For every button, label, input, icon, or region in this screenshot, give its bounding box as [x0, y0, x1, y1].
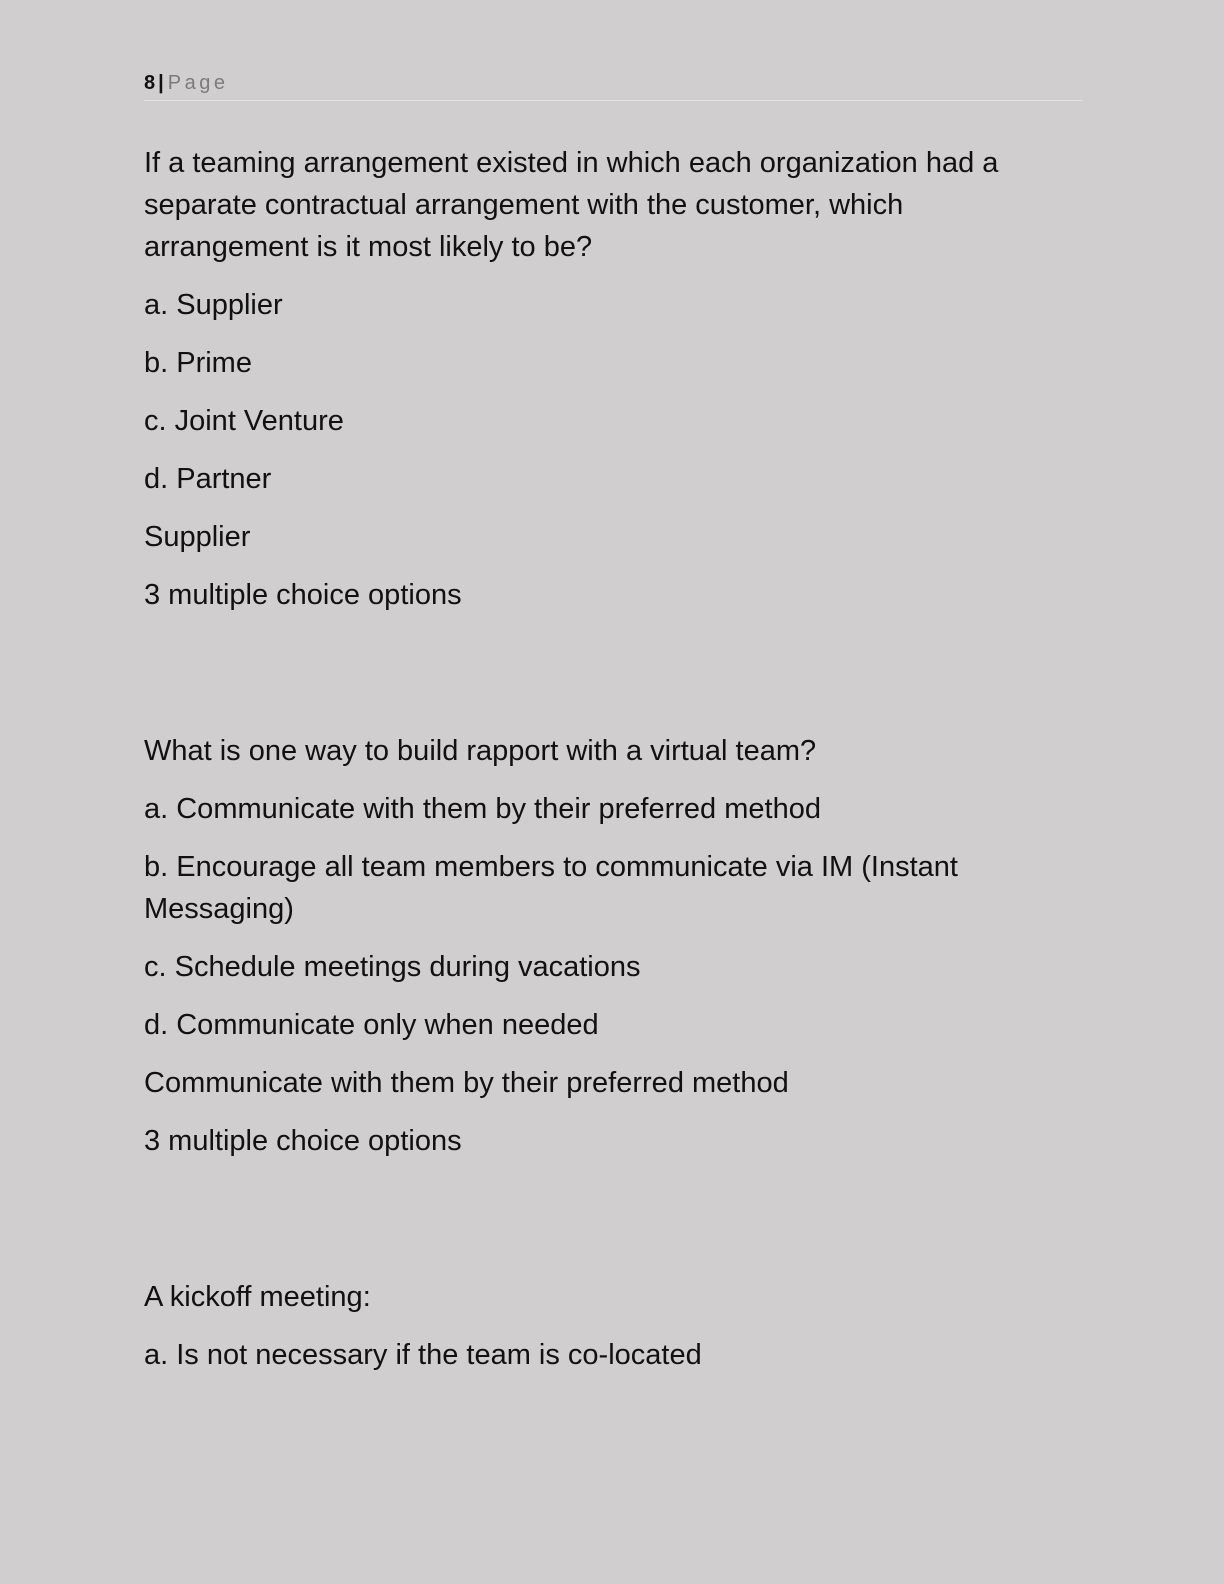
option-b: b. Prime [144, 347, 252, 379]
page-number: 8 [144, 72, 156, 94]
question-block [144, 730, 1044, 1162]
spacer [144, 632, 1044, 730]
option-a: a. Is not necessary if the team is co-located [144, 1339, 702, 1371]
option-d: d. Communicate only when needed [144, 1009, 599, 1041]
option-a: a. Communicate with them by their preferred method [144, 793, 821, 825]
page-separator: | [158, 72, 164, 94]
option-b: b. Encourage all team members to communicate via IM (Instant Messaging) [144, 851, 958, 925]
option-a: a. Supplier [144, 289, 283, 321]
question-block [144, 142, 1044, 616]
question-text: What is one way to build rapport with a virtual team? [144, 735, 817, 767]
question-block [144, 1276, 1044, 1376]
choice-count-note: 3 multiple choice options [144, 579, 462, 611]
answer-text: Communicate with them by their preferred method [144, 1067, 789, 1099]
spacer [144, 1178, 1044, 1276]
page-header [144, 72, 1082, 101]
option-d: d. Partner [144, 463, 272, 495]
question-text: A kickoff meeting: [144, 1281, 371, 1313]
option-c: c. Joint Venture [144, 405, 344, 437]
question-text: If a teaming arrangement existed in which each organization had a separate contractual arrangement with the customer, which arrangement is it most likely to be? [144, 147, 999, 263]
document-body [144, 142, 1044, 1392]
option-c: c. Schedule meetings during vacations [144, 951, 641, 983]
choice-count-note: 3 multiple choice options [144, 1125, 462, 1157]
answer-text: Supplier [144, 521, 251, 553]
page-label: Page [167, 72, 229, 94]
